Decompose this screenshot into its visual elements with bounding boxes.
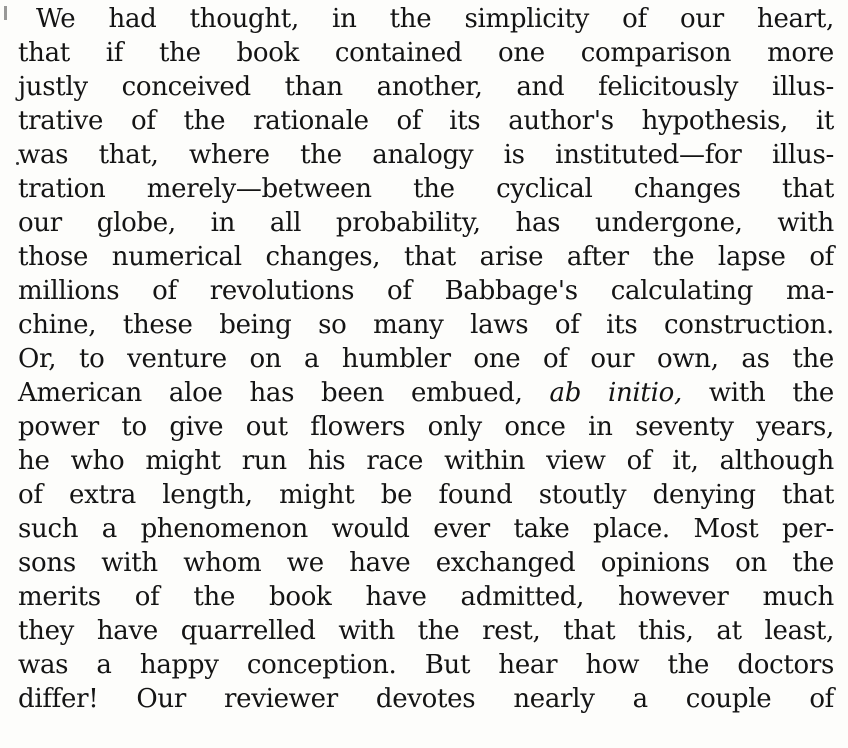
text-line-11: Or, to venture on a humbler one of our own, as the <box>18 344 834 374</box>
text-line-5: was that, where the analogy is instituted—for illus- <box>18 140 834 170</box>
margin-mark <box>4 6 7 20</box>
text-line-19: they have quarrelled with the rest, that this, at least, <box>18 616 834 646</box>
text-line-8: those numerical changes, that arise after the lapse of <box>18 242 834 272</box>
text-line-17: sons with whom we have exchanged opinions on the <box>18 548 834 578</box>
text-line-15: of extra length, might be found stoutly denying that <box>18 480 834 510</box>
text-line-13: power to give out flowers only once in seventy years, <box>18 412 834 442</box>
italic-phrase: ab initio, <box>549 378 682 408</box>
text-line-20: was a happy conception. But hear how the doctors <box>18 650 834 680</box>
text-line-6: tration merely—between the cyclical changes that <box>18 174 834 204</box>
text-line-12-start: American aloe has been embued, <box>18 378 523 408</box>
text-line-4: trative of the rationale of its author's hypothesis, it <box>18 106 834 136</box>
text-line-18: merits of the book have admitted, however much <box>18 582 834 612</box>
text-line-14: he who might run his race within view of it, although <box>18 446 834 476</box>
text-column <box>18 2 834 716</box>
text-line-7: our globe, in all probability, has undergone, with <box>18 208 834 238</box>
text-line-2: that if the book contained one comparison more <box>18 38 834 68</box>
text-line-1: We had thought, in the simplicity of our heart, <box>36 4 834 34</box>
text-line-9: millions of revolutions of Babbage's calculating ma- <box>18 276 834 306</box>
text-line-10: chine, these being so many laws of its construction. <box>18 310 834 340</box>
text-line-21: differ! Our reviewer devotes nearly a couple of <box>18 684 834 714</box>
text-line-3: justly conceived than another, and felicitously illus- <box>18 72 834 102</box>
text-line-12 <box>18 376 834 410</box>
text-line-12-end: with the <box>708 378 835 408</box>
text-line-16: such a phenomenon would ever take place. Most per- <box>18 514 834 544</box>
